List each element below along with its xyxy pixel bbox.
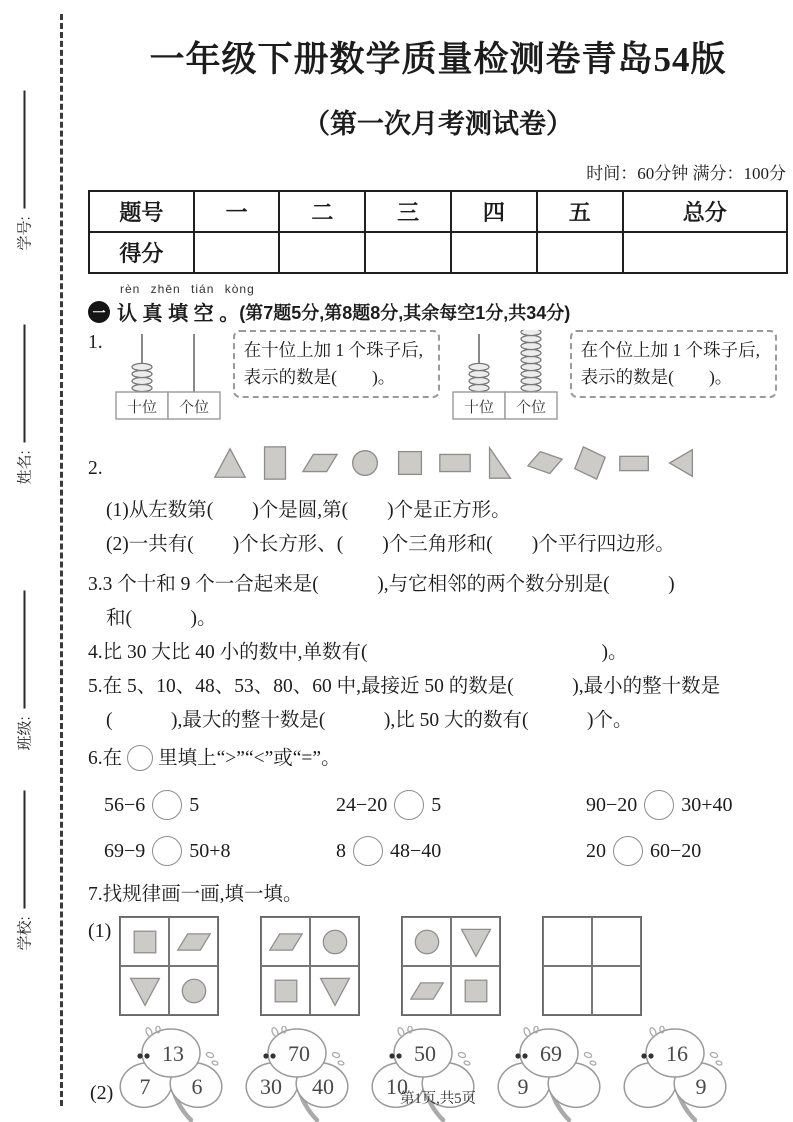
margin-field-name: [14, 324, 35, 484]
question-2-number: 2.: [88, 458, 103, 479]
right-expression: 5: [189, 794, 200, 816]
school-blank-line: [23, 790, 25, 908]
class-label: 班级:: [16, 716, 34, 751]
score-empty-cell: [451, 232, 537, 273]
school-label: 学校:: [16, 916, 34, 951]
exam-meta: 时间：60分钟 满分：100分: [586, 164, 786, 183]
triangle-down-shape-cell: [310, 966, 359, 1015]
student-number-blank-line: [23, 90, 25, 208]
score-empty-cell: [279, 232, 365, 273]
left-expression: 69−9: [104, 840, 146, 862]
question-1-box-1: 在十位上加 1 个珠子后,表示的数是( )。: [233, 330, 440, 398]
left-expression: 56−6: [104, 794, 146, 816]
right-expression: 50+8: [189, 840, 231, 862]
question-5-line-1: 在 5、10、48、53、80、60 中,最接近 50 的数是( ),最小的整十数是: [102, 676, 721, 697]
score-empty-cell: [365, 232, 451, 273]
section-pinyin: rèn zhēn tián kòng: [120, 282, 255, 296]
svg-text:10: 10: [386, 1074, 409, 1099]
parallelogram-shape-cell: [402, 966, 451, 1015]
score-table: [88, 190, 788, 274]
svg-text:13: 13: [162, 1041, 185, 1066]
parallelogram-shape-cell: [261, 917, 310, 966]
question-6-prefix: 在: [102, 748, 123, 769]
rect-wide-shape: [436, 444, 474, 494]
right-triangle-shape: [481, 444, 519, 494]
triangle-up-shape: [211, 444, 249, 494]
question-3-number: 3.: [88, 574, 103, 595]
class-blank-line: [23, 590, 25, 708]
comparison-row: [104, 834, 788, 868]
score-header-cell: 三: [365, 191, 451, 232]
margin-field-class: [14, 590, 35, 750]
empty-cell: [592, 966, 641, 1015]
circle-shape: [346, 444, 384, 494]
svg-text:16: 16: [666, 1041, 689, 1066]
empty-cell: [543, 917, 592, 966]
question-3: [88, 568, 788, 636]
right-expression: 60−20: [650, 840, 702, 862]
comparison-item: [336, 788, 586, 822]
right-expression: 5: [431, 794, 442, 816]
score-row-label: 得分: [89, 232, 194, 273]
seal-dashed-line: [60, 14, 63, 1106]
question-6-suffix: 里填上“>”“<”或“=”。: [158, 748, 341, 769]
score-header-cell: 一: [194, 191, 280, 232]
question-2-line-2: (2)一共有( )个长方形、( )个三角形和( )个平行四边形。: [106, 534, 675, 555]
right-expression: 48−40: [390, 840, 442, 862]
part-2-label: (2): [90, 1082, 114, 1104]
compare-circle-icon: [127, 745, 153, 771]
square-shape: [391, 444, 429, 494]
svg-text:6: 6: [191, 1074, 203, 1099]
left-expression: 8: [336, 840, 346, 862]
score-header-cell: 总分: [623, 191, 787, 232]
parallelogram-shape: [301, 444, 339, 494]
page-subtitle: （第一次月考测试卷）: [303, 109, 573, 139]
square-shape-cell: [261, 966, 310, 1015]
empty-cell: [543, 966, 592, 1015]
question-7: [88, 878, 788, 1122]
question-2: [88, 444, 788, 562]
question-4-text: 比 30 大比 40 小的数中,单数有( )。: [102, 642, 628, 663]
rhombus-shape: [526, 444, 564, 494]
question-2-line-1: (1)从左数第( )个是圆,第( )个是正方形。: [106, 500, 511, 521]
svg-text:9: 9: [517, 1074, 529, 1099]
question-7-number: 7.: [88, 884, 103, 905]
svg-text:69: 69: [540, 1041, 563, 1066]
section-title: 认 真 填 空 。: [117, 303, 240, 325]
compare-circle: [353, 836, 383, 866]
svg-text:个位: 个位: [515, 400, 546, 416]
rect-wide-small-shape: [616, 444, 654, 494]
rect-tall-shape: [256, 444, 294, 494]
left-expression: 90−20: [586, 794, 638, 816]
score-header-cell: 五: [537, 191, 623, 232]
compare-circle: [152, 790, 182, 820]
score-header-cell: 四: [451, 191, 537, 232]
comparison-item: [336, 834, 586, 868]
comparison-item: [586, 788, 733, 822]
margin-field-student-number: [14, 90, 35, 250]
question-5-number: 5.: [88, 676, 103, 697]
right-expression: 30+40: [681, 794, 733, 816]
svg-text:30: 30: [260, 1074, 283, 1099]
score-empty-cell: [537, 232, 623, 273]
page-footer: 第1页,共5页: [399, 1091, 477, 1107]
section-note: (第7题5分,第8题8分,其余每空1分,共34分): [239, 302, 571, 323]
question-4-number: 4.: [88, 642, 103, 663]
question-4: [88, 636, 788, 670]
svg-text:十位: 十位: [126, 400, 157, 416]
circle-shape-cell: [310, 917, 359, 966]
section-number-icon: 一: [88, 301, 110, 323]
svg-text:9: 9: [695, 1074, 707, 1099]
triangle-down-shape-cell: [451, 917, 500, 966]
svg-text:50: 50: [414, 1041, 437, 1066]
compare-circle: [613, 836, 643, 866]
abacus-tens-only: [112, 330, 224, 436]
name-blank-line: [23, 324, 25, 442]
question-1: [88, 330, 788, 436]
triangle-down-shape-cell: [120, 966, 169, 1015]
question-6-number: 6.: [88, 748, 103, 769]
svg-text:40: 40: [312, 1074, 335, 1099]
compare-circle: [644, 790, 674, 820]
question-6: [88, 742, 788, 868]
question-5: [88, 670, 788, 738]
question-5-line-2: ( ),最大的整十数是( ),比 50 大的数有( )个。: [106, 710, 633, 731]
score-empty-cell: [194, 232, 280, 273]
pattern-grid: [401, 916, 501, 1016]
shape-row: [211, 444, 699, 494]
svg-text:个位: 个位: [178, 400, 209, 416]
comparison-row: [104, 788, 788, 822]
name-label: 姓名:: [16, 450, 34, 485]
margin-field-school: [14, 790, 35, 950]
comparison-item: [104, 834, 336, 868]
question-1-box-2: 在个位上加 1 个珠子后,表示的数是( )。: [570, 330, 777, 398]
svg-text:7: 7: [139, 1074, 151, 1099]
pattern-grids-row: [88, 916, 788, 1016]
circle-shape-cell: [169, 966, 218, 1015]
triangle-left-shape: [661, 444, 699, 494]
page-title: 一年级下册数学质量检测卷青岛54版: [149, 40, 727, 79]
empty-cell: [592, 917, 641, 966]
score-header-cell: 题号: [89, 191, 194, 232]
comparison-item: [586, 834, 701, 868]
question-3-line-2: 和( )。: [106, 608, 217, 629]
svg-text:70: 70: [288, 1041, 311, 1066]
pattern-grid: [260, 916, 360, 1016]
square-shape-cell: [120, 917, 169, 966]
left-expression: 20: [586, 840, 606, 862]
compare-circle: [152, 836, 182, 866]
svg-text:十位: 十位: [463, 400, 494, 416]
student-number-label: 学号:: [16, 216, 34, 251]
question-3-line-1: 3 个十和 9 个一合起来是( ),与它相邻的两个数分别是( ): [102, 574, 675, 595]
score-header-cell: 二: [279, 191, 365, 232]
square-shape-cell: [451, 966, 500, 1015]
parallelogram-shape-cell: [169, 917, 218, 966]
question-1-number: 1.: [88, 332, 103, 353]
score-empty-cell: [623, 232, 787, 273]
abacus-tens-and-ones: [449, 330, 561, 436]
comparison-rows: [88, 788, 788, 868]
part-1-label: (1): [88, 920, 112, 942]
left-expression: 24−20: [336, 794, 388, 816]
pattern-grid: [542, 916, 642, 1016]
question-7-title: 找规律画一画,填一填。: [102, 884, 303, 905]
section-1-header: [88, 282, 788, 326]
pattern-grid: [119, 916, 219, 1016]
circle-shape-cell: [402, 917, 451, 966]
rect-tilted-shape: [571, 444, 609, 494]
compare-circle: [394, 790, 424, 820]
comparison-item: [104, 788, 336, 822]
